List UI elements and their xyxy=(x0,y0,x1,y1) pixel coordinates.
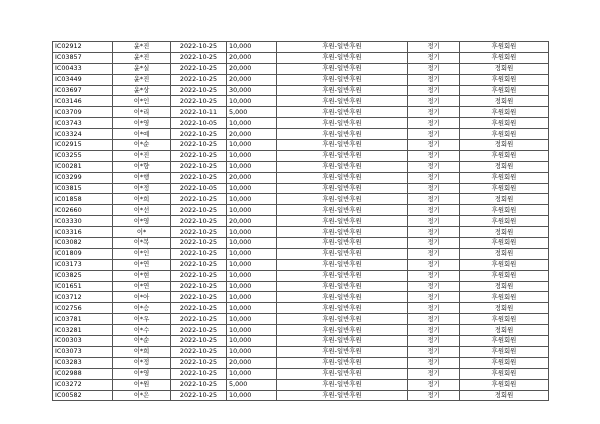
donor-name-cell: 이*영 xyxy=(113,368,171,379)
table-row xyxy=(53,118,549,129)
donation-type-cell: 후원-일반후원 xyxy=(277,270,408,281)
donor-name-cell: 이* xyxy=(113,227,171,238)
donor-name-cell: 윤*상 xyxy=(113,85,171,96)
payment-date-cell: 2022-10-25 xyxy=(171,259,227,270)
table-row xyxy=(53,368,549,379)
donor-id-cell: IC01858 xyxy=(53,194,113,205)
member-grade-cell: 정회원 xyxy=(460,96,549,107)
donor-id-cell: IC03857 xyxy=(53,52,113,63)
donation-type-cell: 후원-일반후원 xyxy=(277,248,408,259)
donor-name-cell: 윤*진 xyxy=(113,42,171,53)
table-row xyxy=(53,161,549,172)
amount-cell: 10,000 xyxy=(227,270,277,281)
donation-type-cell: 후원-일반후원 xyxy=(277,172,408,183)
frequency-cell: 정기 xyxy=(408,336,460,347)
donation-type-cell: 후원-일반후원 xyxy=(277,325,408,336)
table-row xyxy=(53,248,549,259)
member-grade-cell: 정회원 xyxy=(460,303,549,314)
donation-type-cell: 후원-일반후원 xyxy=(277,96,408,107)
frequency-cell: 정기 xyxy=(408,390,460,401)
payment-date-cell: 2022-10-25 xyxy=(171,85,227,96)
payment-date-cell: 2022-10-25 xyxy=(171,325,227,336)
table-row xyxy=(53,303,549,314)
payment-date-cell: 2022-10-25 xyxy=(171,270,227,281)
donor-name-cell: 이*희 xyxy=(113,194,171,205)
payment-date-cell: 2022-10-25 xyxy=(171,238,227,249)
frequency-cell: 정기 xyxy=(408,172,460,183)
amount-cell: 20,000 xyxy=(227,63,277,74)
table-row xyxy=(53,140,549,151)
donor-name-cell: 이*진 xyxy=(113,150,171,161)
member-grade-cell: 후원회원 xyxy=(460,74,549,85)
donation-type-cell: 후원-일반후원 xyxy=(277,281,408,292)
donation-type-cell: 후원-일반후원 xyxy=(277,216,408,227)
member-grade-cell: 후원회원 xyxy=(460,259,549,270)
donor-name-cell: 이*은 xyxy=(113,390,171,401)
amount-cell: 10,000 xyxy=(227,183,277,194)
table-row xyxy=(53,74,549,85)
donor-id-cell: IC01809 xyxy=(53,248,113,259)
donor-name-cell: 윤*진 xyxy=(113,74,171,85)
donation-type-cell: 후원-일반후원 xyxy=(277,140,408,151)
donor-name-cell: 이*연 xyxy=(113,259,171,270)
frequency-cell: 정기 xyxy=(408,74,460,85)
donation-type-cell: 후원-일반후원 xyxy=(277,336,408,347)
payment-date-cell: 2022-10-25 xyxy=(171,336,227,347)
amount-cell: 20,000 xyxy=(227,357,277,368)
frequency-cell: 정기 xyxy=(408,183,460,194)
amount-cell: 10,000 xyxy=(227,346,277,357)
donation-type-cell: 후원-일반후원 xyxy=(277,85,408,96)
donor-name-cell: 이*인 xyxy=(113,96,171,107)
frequency-cell: 정기 xyxy=(408,42,460,53)
donor-id-cell: IC00433 xyxy=(53,63,113,74)
member-grade-cell: 후원회원 xyxy=(460,357,549,368)
frequency-cell: 정기 xyxy=(408,248,460,259)
frequency-cell: 정기 xyxy=(408,368,460,379)
frequency-cell: 정기 xyxy=(408,227,460,238)
payment-date-cell: 2022-10-25 xyxy=(171,281,227,292)
donation-type-cell: 후원-일반후원 xyxy=(277,52,408,63)
member-grade-cell: 정회원 xyxy=(460,325,549,336)
donor-name-cell: 이*우 xyxy=(113,314,171,325)
member-grade-cell: 후원회원 xyxy=(460,205,549,216)
donation-type-cell: 후원-일반후원 xyxy=(277,129,408,140)
donor-id-cell: IC03173 xyxy=(53,259,113,270)
amount-cell: 20,000 xyxy=(227,74,277,85)
amount-cell: 20,000 xyxy=(227,129,277,140)
donation-type-cell: 후원-일반후원 xyxy=(277,357,408,368)
table-row xyxy=(53,107,549,118)
member-grade-cell: 후원회원 xyxy=(460,216,549,227)
donor-id-cell: IC03073 xyxy=(53,346,113,357)
amount-cell: 10,000 xyxy=(227,248,277,259)
member-grade-cell: 정회원 xyxy=(460,63,549,74)
donor-id-cell: IC03825 xyxy=(53,270,113,281)
amount-cell: 10,000 xyxy=(227,238,277,249)
payment-date-cell: 2022-10-25 xyxy=(171,379,227,390)
table-row xyxy=(53,52,549,63)
amount-cell: 10,000 xyxy=(227,96,277,107)
donation-type-cell: 후원-일반후원 xyxy=(277,161,408,172)
frequency-cell: 정기 xyxy=(408,379,460,390)
donor-name-cell: 이*향 xyxy=(113,161,171,172)
payment-date-cell: 2022-10-25 xyxy=(171,161,227,172)
frequency-cell: 정기 xyxy=(408,96,460,107)
donor-name-cell: 이*아 xyxy=(113,292,171,303)
donor-name-cell: 이*현 xyxy=(113,270,171,281)
donation-type-cell: 후원-일반후원 xyxy=(277,42,408,53)
amount-cell: 5,000 xyxy=(227,379,277,390)
payment-date-cell: 2022-10-25 xyxy=(171,63,227,74)
donation-type-cell: 후원-일반후원 xyxy=(277,259,408,270)
amount-cell: 10,000 xyxy=(227,325,277,336)
donor-id-cell: IC03709 xyxy=(53,107,113,118)
donation-type-cell: 후원-일반후원 xyxy=(277,205,408,216)
table-row xyxy=(53,281,549,292)
donor-id-cell: IC03743 xyxy=(53,118,113,129)
member-grade-cell: 정회원 xyxy=(460,194,549,205)
payment-date-cell: 2022-10-25 xyxy=(171,96,227,107)
amount-cell: 10,000 xyxy=(227,292,277,303)
donor-name-cell: 윤*진 xyxy=(113,52,171,63)
table-body xyxy=(53,42,549,401)
donor-name-cell: 이*정 xyxy=(113,357,171,368)
donor-name-cell: 이*승 xyxy=(113,303,171,314)
amount-cell: 10,000 xyxy=(227,368,277,379)
payment-date-cell: 2022-10-25 xyxy=(171,216,227,227)
donation-type-cell: 후원-일반후원 xyxy=(277,368,408,379)
member-grade-cell: 후원회원 xyxy=(460,129,549,140)
donation-table xyxy=(52,41,549,401)
donor-name-cell: 이*리 xyxy=(113,107,171,118)
amount-cell: 10,000 xyxy=(227,194,277,205)
frequency-cell: 정기 xyxy=(408,292,460,303)
donor-name-cell: 이*순 xyxy=(113,140,171,151)
frequency-cell: 정기 xyxy=(408,216,460,227)
amount-cell: 10,000 xyxy=(227,303,277,314)
table-row xyxy=(53,336,549,347)
table-row xyxy=(53,96,549,107)
table-row xyxy=(53,129,549,140)
amount-cell: 10,000 xyxy=(227,281,277,292)
amount-cell: 10,000 xyxy=(227,205,277,216)
donation-type-cell: 후원-일반후원 xyxy=(277,303,408,314)
frequency-cell: 정기 xyxy=(408,161,460,172)
donor-id-cell: IC02915 xyxy=(53,140,113,151)
member-grade-cell: 후원회원 xyxy=(460,314,549,325)
payment-date-cell: 2022-10-25 xyxy=(171,140,227,151)
donation-type-cell: 후원-일반후원 xyxy=(277,183,408,194)
member-grade-cell: 후원회원 xyxy=(460,292,549,303)
donor-name-cell: 이*순 xyxy=(113,336,171,347)
donation-type-cell: 후원-일반후원 xyxy=(277,292,408,303)
donor-id-cell: IC02988 xyxy=(53,368,113,379)
payment-date-cell: 2022-10-25 xyxy=(171,346,227,357)
payment-date-cell: 2022-10-25 xyxy=(171,52,227,63)
amount-cell: 10,000 xyxy=(227,140,277,151)
member-grade-cell: 후원회원 xyxy=(460,368,549,379)
donation-type-cell: 후원-일반후원 xyxy=(277,314,408,325)
donation-type-cell: 후원-일반후원 xyxy=(277,194,408,205)
member-grade-cell: 후원회원 xyxy=(460,150,549,161)
frequency-cell: 정기 xyxy=(408,63,460,74)
table-row xyxy=(53,205,549,216)
donor-name-cell: 이*행 xyxy=(113,172,171,183)
frequency-cell: 정기 xyxy=(408,270,460,281)
amount-cell: 20,000 xyxy=(227,52,277,63)
amount-cell: 10,000 xyxy=(227,336,277,347)
table-row xyxy=(53,42,549,53)
amount-cell: 10,000 xyxy=(227,227,277,238)
amount-cell: 30,000 xyxy=(227,85,277,96)
amount-cell: 20,000 xyxy=(227,216,277,227)
frequency-cell: 정기 xyxy=(408,259,460,270)
table-row xyxy=(53,227,549,238)
donation-type-cell: 후원-일반후원 xyxy=(277,346,408,357)
amount-cell: 10,000 xyxy=(227,42,277,53)
frequency-cell: 정기 xyxy=(408,194,460,205)
donor-name-cell: 이*수 xyxy=(113,325,171,336)
table-row xyxy=(53,183,549,194)
table-row xyxy=(53,314,549,325)
member-grade-cell: 후원회원 xyxy=(460,379,549,390)
donor-id-cell: IC03815 xyxy=(53,183,113,194)
amount-cell: 10,000 xyxy=(227,150,277,161)
donor-name-cell: 이*선 xyxy=(113,205,171,216)
frequency-cell: 정기 xyxy=(408,118,460,129)
payment-date-cell: 2022-10-25 xyxy=(171,227,227,238)
frequency-cell: 정기 xyxy=(408,346,460,357)
donor-name-cell: 이*연 xyxy=(113,281,171,292)
table-row xyxy=(53,346,549,357)
member-grade-cell: 정회원 xyxy=(460,281,549,292)
payment-date-cell: 2022-10-25 xyxy=(171,172,227,183)
amount-cell: 10,000 xyxy=(227,118,277,129)
donor-name-cell: 이*복 xyxy=(113,238,171,249)
payment-date-cell: 2022-10-25 xyxy=(171,129,227,140)
donor-id-cell: IC02756 xyxy=(53,303,113,314)
table-row xyxy=(53,270,549,281)
donation-type-cell: 후원-일반후원 xyxy=(277,238,408,249)
member-grade-cell: 후원회원 xyxy=(460,107,549,118)
member-grade-cell: 후원회원 xyxy=(460,85,549,96)
donor-id-cell: IC03255 xyxy=(53,150,113,161)
donation-type-cell: 후원-일반후원 xyxy=(277,118,408,129)
member-grade-cell: 정회원 xyxy=(460,140,549,151)
table-row xyxy=(53,172,549,183)
donor-id-cell: IC03283 xyxy=(53,357,113,368)
amount-cell: 10,000 xyxy=(227,314,277,325)
table-row xyxy=(53,325,549,336)
table-row xyxy=(53,390,549,401)
table-row xyxy=(53,379,549,390)
table-row xyxy=(53,63,549,74)
donor-name-cell: 이*인 xyxy=(113,248,171,259)
donation-type-cell: 후원-일반후원 xyxy=(277,227,408,238)
donor-id-cell: IC03299 xyxy=(53,172,113,183)
payment-date-cell: 2022-10-25 xyxy=(171,303,227,314)
donor-id-cell: IC03082 xyxy=(53,238,113,249)
member-grade-cell: 후원회원 xyxy=(460,52,549,63)
table-row xyxy=(53,85,549,96)
donor-name-cell: 이*영 xyxy=(113,118,171,129)
donor-name-cell: 윤*실 xyxy=(113,63,171,74)
payment-date-cell: 2022-10-25 xyxy=(171,368,227,379)
member-grade-cell: 후원회원 xyxy=(460,42,549,53)
member-grade-cell: 정회원 xyxy=(460,248,549,259)
donor-name-cell: 이*정 xyxy=(113,183,171,194)
donation-type-cell: 후원-일반후원 xyxy=(277,63,408,74)
frequency-cell: 정기 xyxy=(408,150,460,161)
member-grade-cell: 후원회원 xyxy=(460,172,549,183)
payment-date-cell: 2022-10-25 xyxy=(171,42,227,53)
donation-type-cell: 후원-일반후원 xyxy=(277,74,408,85)
member-grade-cell: 후원회원 xyxy=(460,270,549,281)
payment-date-cell: 2022-10-25 xyxy=(171,205,227,216)
donor-id-cell: IC00281 xyxy=(53,161,113,172)
donation-type-cell: 후원-일반후원 xyxy=(277,379,408,390)
amount-cell: 20,000 xyxy=(227,172,277,183)
donor-id-cell: IC03324 xyxy=(53,129,113,140)
donor-name-cell: 이*영 xyxy=(113,216,171,227)
donor-id-cell: IC00582 xyxy=(53,390,113,401)
donor-id-cell: IC03272 xyxy=(53,379,113,390)
member-grade-cell: 정회원 xyxy=(460,390,549,401)
donor-id-cell: IC01651 xyxy=(53,281,113,292)
payment-date-cell: 2022-10-25 xyxy=(171,292,227,303)
payment-date-cell: 2022-10-05 xyxy=(171,183,227,194)
table-row xyxy=(53,357,549,368)
donor-id-cell: IC03781 xyxy=(53,314,113,325)
table-row xyxy=(53,238,549,249)
donor-id-cell: IC03281 xyxy=(53,325,113,336)
table-row xyxy=(53,216,549,227)
member-grade-cell: 후원회원 xyxy=(460,336,549,347)
payment-date-cell: 2022-10-11 xyxy=(171,107,227,118)
donor-id-cell: IC03316 xyxy=(53,227,113,238)
frequency-cell: 정기 xyxy=(408,205,460,216)
payment-date-cell: 2022-10-25 xyxy=(171,150,227,161)
member-grade-cell: 후원회원 xyxy=(460,118,549,129)
donor-id-cell: IC02912 xyxy=(53,42,113,53)
table-row xyxy=(53,292,549,303)
member-grade-cell: 정회원 xyxy=(460,161,549,172)
frequency-cell: 정기 xyxy=(408,85,460,96)
donor-id-cell: IC02660 xyxy=(53,205,113,216)
donor-id-cell: IC03697 xyxy=(53,85,113,96)
amount-cell: 5,000 xyxy=(227,107,277,118)
frequency-cell: 정기 xyxy=(408,107,460,118)
payment-date-cell: 2022-10-25 xyxy=(171,357,227,368)
donation-type-cell: 후원-일반후원 xyxy=(277,107,408,118)
frequency-cell: 정기 xyxy=(408,140,460,151)
payment-date-cell: 2022-10-25 xyxy=(171,194,227,205)
donor-name-cell: 이*예 xyxy=(113,129,171,140)
amount-cell: 10,000 xyxy=(227,390,277,401)
frequency-cell: 정기 xyxy=(408,52,460,63)
amount-cell: 10,000 xyxy=(227,259,277,270)
payment-date-cell: 2022-10-05 xyxy=(171,118,227,129)
payment-date-cell: 2022-10-25 xyxy=(171,314,227,325)
payment-date-cell: 2022-10-25 xyxy=(171,74,227,85)
frequency-cell: 정기 xyxy=(408,314,460,325)
payment-date-cell: 2022-10-25 xyxy=(171,390,227,401)
donor-id-cell: IC00303 xyxy=(53,336,113,347)
member-grade-cell: 후원회원 xyxy=(460,346,549,357)
frequency-cell: 정기 xyxy=(408,129,460,140)
donation-type-cell: 후원-일반후원 xyxy=(277,390,408,401)
frequency-cell: 정기 xyxy=(408,281,460,292)
donor-id-cell: IC03712 xyxy=(53,292,113,303)
table-row xyxy=(53,259,549,270)
member-grade-cell: 정회원 xyxy=(460,227,549,238)
frequency-cell: 정기 xyxy=(408,238,460,249)
table-row xyxy=(53,150,549,161)
donor-name-cell: 이*원 xyxy=(113,379,171,390)
amount-cell: 10,000 xyxy=(227,161,277,172)
donation-type-cell: 후원-일반후원 xyxy=(277,150,408,161)
frequency-cell: 정기 xyxy=(408,325,460,336)
member-grade-cell: 후원회원 xyxy=(460,183,549,194)
donor-id-cell: IC03330 xyxy=(53,216,113,227)
donor-name-cell: 이*희 xyxy=(113,346,171,357)
payment-date-cell: 2022-10-25 xyxy=(171,248,227,259)
frequency-cell: 정기 xyxy=(408,357,460,368)
frequency-cell: 정기 xyxy=(408,303,460,314)
donor-id-cell: IC03146 xyxy=(53,96,113,107)
table-row xyxy=(53,194,549,205)
donor-id-cell: IC03449 xyxy=(53,74,113,85)
member-grade-cell: 후원회원 xyxy=(460,238,549,249)
